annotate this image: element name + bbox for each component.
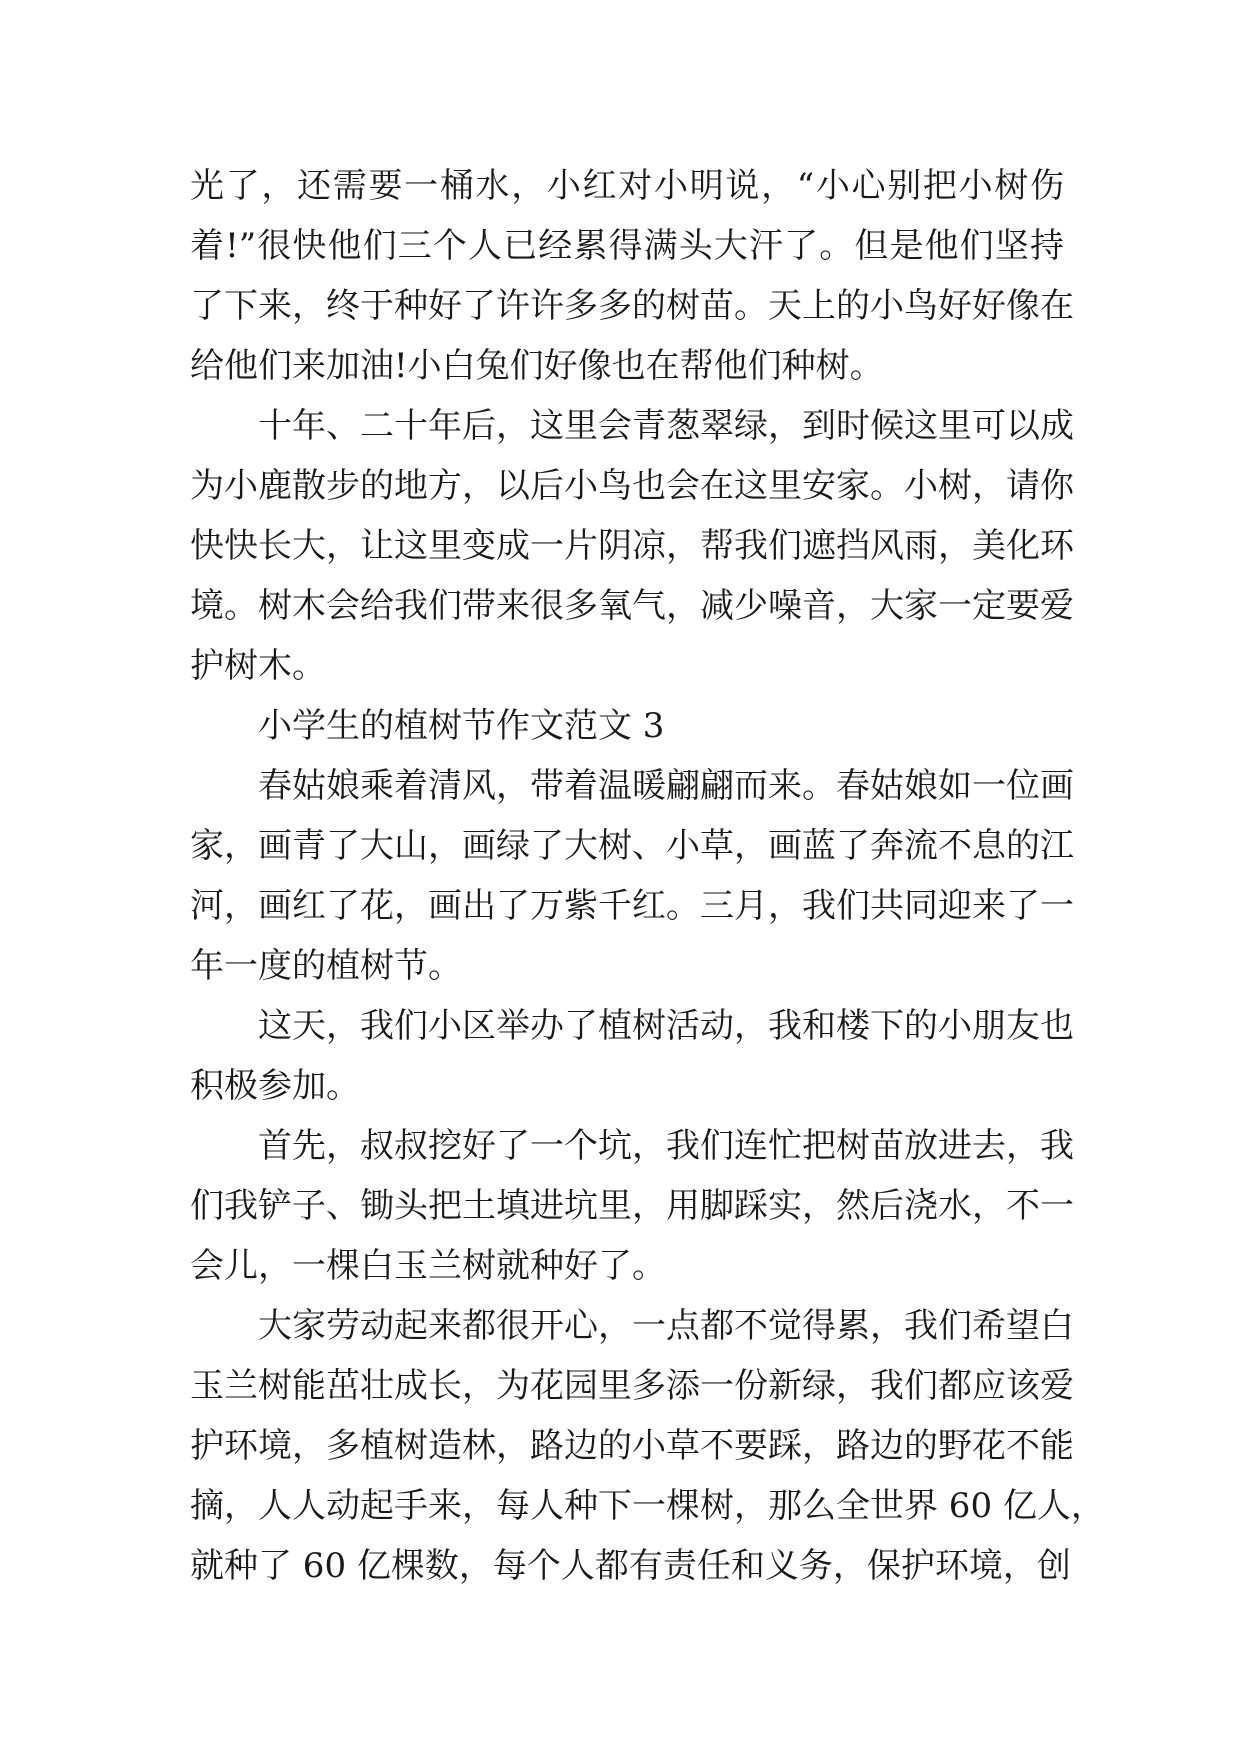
paragraph-line: 快快长大，让这里变成一片阴凉，帮我们遮挡风雨，美化环	[190, 526, 1074, 566]
paragraph-line: 大家劳动起来都很开心，一点都不觉得累，我们希望白	[258, 1306, 1074, 1346]
paragraph-line: 十年、二十年后，这里会青葱翠绿，到时候这里可以成	[258, 406, 1074, 446]
paragraph-line: 会儿，一棵白玉兰树就种好了。	[190, 1246, 666, 1286]
paragraph-line: 玉兰树能茁壮成长，为花园里多添一份新绿，我们都应该爱	[190, 1366, 1074, 1406]
paragraph-line: 护环境，多植树造林，路边的小草不要踩，路边的野花不能	[190, 1426, 1074, 1466]
paragraph-line: 积极参加。	[190, 1066, 360, 1106]
paragraph-line: 河，画红了花，画出了万紫千红。三月，我们共同迎来了一	[190, 886, 1074, 926]
paragraph-line: 为小鹿散步的地方，以后小鸟也会在这里安家。小树，请你	[190, 466, 1074, 506]
paragraph-line: 们我铲子、锄头把土填进坑里，用脚踩实，然后浇水，不一	[190, 1186, 1074, 1226]
paragraph-line: 摘，人人动起手来，每人种下一棵树，那么全世界 60 亿人，	[190, 1486, 1105, 1526]
paragraph-line: 春姑娘乘着清风，带着温暖翩翩而来。春姑娘如一位画	[258, 766, 1074, 806]
paragraph-line: 年一度的植树节。	[190, 946, 462, 986]
paragraph-line: 给他们来加油!小白兔们好像也在帮他们种树。	[190, 346, 884, 386]
paragraph-line: 护树木。	[190, 646, 326, 686]
paragraph-line: 着!”很快他们三个人已经累得满头大汗了。但是他们坚持	[190, 226, 1064, 266]
paragraph-line: 家，画青了大山，画绿了大树、小草，画蓝了奔流不息的江	[190, 826, 1074, 866]
paragraph-line: 了下来，终于种好了许许多多的树苗。天上的小鸟好好像在	[190, 286, 1074, 326]
paragraph-line: 光了，还需要一桶水，小红对小明说，“小心别把小树伤	[190, 166, 1064, 206]
paragraph-line: 境。树木会给我们带来很多氧气，减少噪音，大家一定要爱	[190, 586, 1074, 626]
paragraph-line: 首先，叔叔挖好了一个坑，我们连忙把树苗放进去，我	[258, 1126, 1074, 1166]
paragraph-line: 就种了 60 亿棵数，每个人都有责任和义务，保护环境，创	[190, 1546, 1071, 1586]
section-heading: 小学生的植树节作文范文 3	[258, 706, 665, 746]
paragraph-line: 这天，我们小区举办了植树活动，我和楼下的小朋友也	[258, 1006, 1074, 1046]
